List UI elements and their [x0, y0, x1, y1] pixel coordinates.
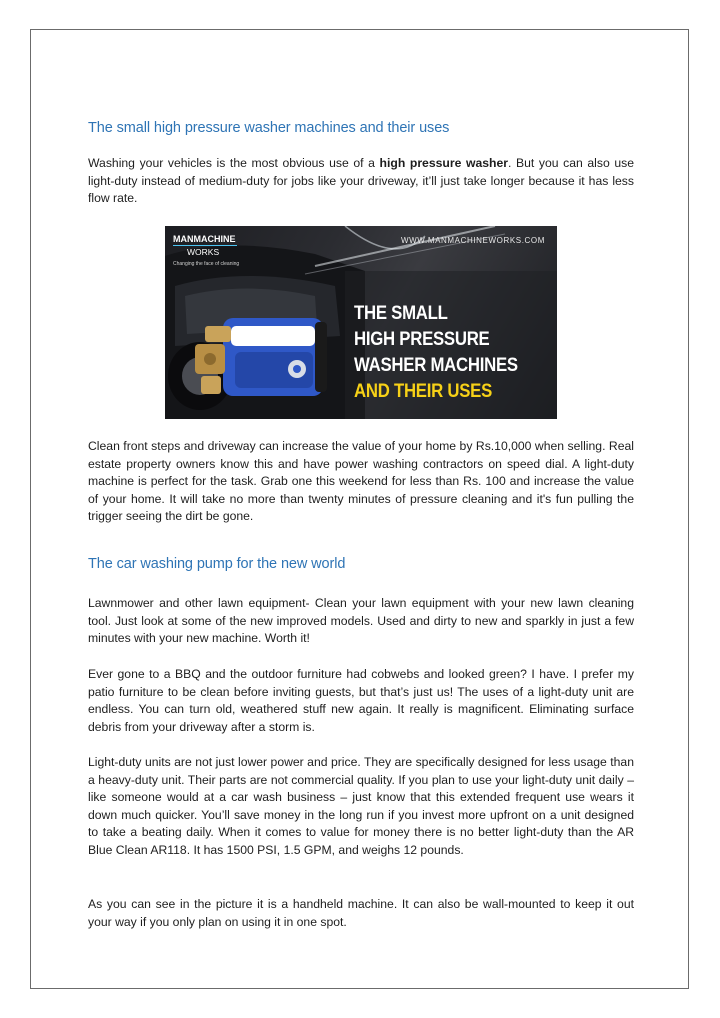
intro-bold-link-text: high pressure washer	[379, 156, 508, 170]
manmachine-logo	[173, 234, 239, 269]
banner-website: WWW.MANMACHINEWORKS.COM	[400, 236, 545, 245]
headline-line-2: HIGH PRESSURE	[354, 328, 490, 350]
section-heading-car-washing-pump: The car washing pump for the new world	[88, 556, 346, 572]
banner-headline	[354, 300, 518, 404]
paragraph-bbq-furniture: Ever gone to a BBQ and the outdoor furniture had cobwebs and looked green? I have. I prefer my patio furniture to be clean before inviting guests, but that’s just us! The uses of a light-duty unit are endless. You can turn old, weathered stuff new again. It really is magnificent. Eliminating surface debris from your driveway after a storm is.	[88, 667, 634, 734]
brand-name-line2: WORKS	[187, 247, 220, 257]
paragraph-handheld-machine: As you can see in the picture it is a handheld machine. It can also be wall-mounted to keep it out your way if you only plan on using it in one spot.	[88, 897, 634, 929]
brand-tagline: Changing the face of cleaning	[173, 261, 240, 267]
intro-text-after: . But you can also use light-duty instead of medium-duty for jobs like your driveway, it’ll just take longer because it has less flow rate.	[88, 156, 635, 205]
paragraph-light-duty-units: Light-duty units are not just lower power and price. They are specifically designed for less usage than a heavy-duty unit. Their parts are not commercial quality. If you plan to use your light-duty unit daily – like someone would at a car wash business – just know that this extended frequent use wears it down much quicker. You’ll save money in the long run if you invest more upfront on a unit designed to take a beating daily. When it comes to value for money there is no better light-duty than the AR Blue Clean AR118. It has 1500 PSI, 1.5 GPM, and weighs 12 pounds.	[88, 755, 634, 857]
headline-line-4: AND THEIR USES	[354, 380, 493, 402]
intro-paragraph	[88, 155, 634, 208]
intro-text-before: Washing your vehicles is the most obvious use of a	[88, 156, 380, 170]
paragraph-lawn-equipment: Lawnmower and other lawn equipment- Clean your lawn equipment with your new lawn cleaning tool. Just look at some of the new improved models. Used and dirty to new and sparkly in just a few minutes with your new machine. Worth it!	[88, 596, 634, 645]
document-page	[30, 29, 689, 989]
logo-divider	[173, 245, 237, 246]
section-heading-small-washers: The small high pressure washer machines and their uses	[88, 120, 450, 136]
headline-line-1: THE SMALL	[354, 302, 448, 324]
brand-name-line1: MANMACHINE	[173, 234, 236, 244]
headline-line-3: WASHER MACHINES	[354, 354, 518, 376]
paragraph-front-steps: Clean front steps and driveway can increase the value of your home by Rs.10,000 when selling. Real estate property owners know this and have power washing contractors on speed dial. A light-duty machine is perfect for the task. Grab one this weekend for less than Rs. 100 and increase the value of your home. It will take no more than twenty minutes of pressure cleaning and it's fun pulling the trigger seeing the dirt be gone.	[88, 439, 634, 523]
article-banner-image	[165, 226, 557, 419]
